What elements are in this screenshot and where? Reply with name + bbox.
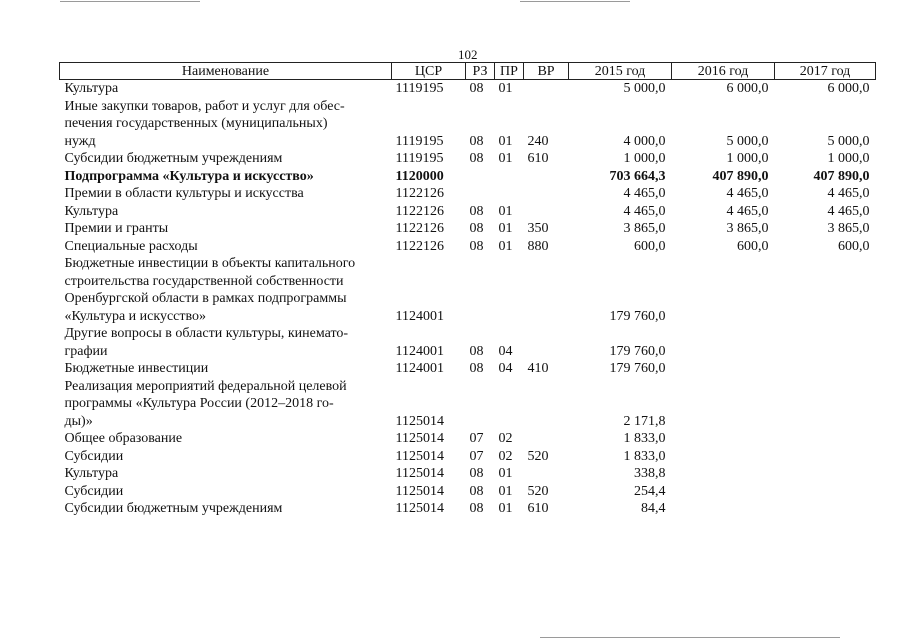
cell-rz: 08 <box>469 361 484 376</box>
header-rz: РЗ <box>466 63 495 80</box>
cell-name-line: Премии в области культуры и искусства <box>64 186 304 201</box>
cell-csr: 1124001 <box>395 343 444 359</box>
cell-name-line: Реализация мероприятий федеральной целевой <box>64 378 347 394</box>
table-row <box>60 360 876 378</box>
cell-2016 <box>672 360 775 378</box>
cell-csr: 1122126 <box>395 238 444 254</box>
cell-name-line: строительства государственной собственности <box>64 273 344 289</box>
cell-name <box>60 255 392 325</box>
cell-2016: 4 465,0 <box>726 186 769 201</box>
cell-vr <box>524 168 569 186</box>
cell-csr: 1124001 <box>395 361 444 376</box>
cell-vr <box>524 430 569 448</box>
header-pr: ПР <box>495 63 524 80</box>
cell-2017: 407 890,0 <box>813 168 870 184</box>
page-number: 102 <box>458 47 478 62</box>
header-2015: 2015 год <box>569 63 672 80</box>
cell-2015: 179 760,0 <box>609 343 666 359</box>
table-row <box>60 448 876 466</box>
cell-rz: 08 <box>469 221 484 236</box>
cell-rz: 07 <box>469 448 484 464</box>
cell-rz: 08 <box>469 501 484 516</box>
cell-2015: 254,4 <box>634 483 666 499</box>
cell-name-line: программы «Культура России (2012–2018 го- <box>64 396 334 411</box>
cell-name <box>60 360 392 378</box>
cell-csr: 1124001 <box>395 308 444 324</box>
cell-rz: 08 <box>469 466 484 481</box>
cell-rz: 08 <box>469 81 484 96</box>
cell-2017: 5 000,0 <box>827 133 870 149</box>
cell-2016 <box>672 255 775 325</box>
cell-rz <box>466 185 495 203</box>
cell-name <box>60 185 392 203</box>
table-row <box>60 430 876 448</box>
scan-artifact-top-right <box>520 1 630 2</box>
cell-vr: 410 <box>527 361 549 376</box>
cell-name <box>60 168 392 186</box>
cell-2016: 4 465,0 <box>726 203 769 219</box>
cell-2016: 3 865,0 <box>726 221 769 236</box>
cell-2016 <box>672 325 775 360</box>
cell-2016: 1 000,0 <box>726 151 769 166</box>
table-row <box>60 465 876 483</box>
cell-name <box>60 203 392 221</box>
cell-2015: 179 760,0 <box>609 361 666 376</box>
cell-rz: 08 <box>469 203 484 219</box>
cell-2015: 84,4 <box>641 501 666 516</box>
cell-vr: 610 <box>527 151 549 166</box>
cell-2017: 4 465,0 <box>827 186 870 201</box>
cell-vr <box>524 255 569 325</box>
cell-2015: 5 000,0 <box>623 81 666 96</box>
cell-pr: 04 <box>498 343 513 359</box>
cell-vr <box>524 465 569 483</box>
cell-pr: 01 <box>498 133 513 149</box>
cell-2016: 600,0 <box>737 238 769 254</box>
cell-rz <box>466 255 495 325</box>
cell-2017: 1 000,0 <box>827 151 870 166</box>
cell-rz: 08 <box>469 483 484 499</box>
cell-name-line: Иные закупки товаров, работ и услуг для обес- <box>64 98 345 114</box>
cell-rz: 08 <box>469 133 484 149</box>
cell-vr: 350 <box>527 221 549 236</box>
cell-csr: 1125014 <box>395 466 444 481</box>
cell-name <box>60 483 392 501</box>
cell-name-line: Общее образование <box>64 431 183 446</box>
cell-2017: 3 865,0 <box>827 221 870 236</box>
cell-name-line: Субсидии бюджетным учреждениям <box>64 501 283 516</box>
cell-2015: 1 000,0 <box>623 151 666 166</box>
header-2016: 2016 год <box>672 63 775 80</box>
cell-2016 <box>672 500 775 518</box>
table-row <box>60 500 876 518</box>
cell-2015: 2 171,8 <box>623 413 666 429</box>
cell-pr: 01 <box>498 238 513 254</box>
table-row <box>60 255 876 325</box>
cell-2016: 5 000,0 <box>726 133 769 149</box>
cell-name-line: Другие вопросы в области культуры, кинемато- <box>64 326 349 341</box>
cell-2017 <box>775 255 876 325</box>
table-row <box>60 168 876 186</box>
cell-csr: 1125014 <box>395 448 444 464</box>
header-vr: ВР <box>524 63 569 80</box>
table-row <box>60 203 876 221</box>
cell-pr <box>495 255 524 325</box>
cell-pr: 01 <box>498 151 513 166</box>
cell-vr: 240 <box>527 133 549 149</box>
cell-name-line: Специальные расходы <box>64 238 198 254</box>
cell-name-line: Субсидии бюджетным учреждениям <box>64 151 283 166</box>
cell-name <box>60 325 392 360</box>
cell-2015: 4 465,0 <box>623 203 666 219</box>
cell-vr: 610 <box>527 501 549 516</box>
table-row <box>60 483 876 501</box>
cell-pr: 01 <box>498 221 513 236</box>
cell-2015: 4 465,0 <box>623 186 666 201</box>
cell-name-line: печения государственных (муниципальных) <box>64 116 328 131</box>
cell-name <box>60 80 392 98</box>
cell-vr <box>524 203 569 221</box>
scan-artifact-top-left <box>60 1 200 2</box>
cell-2017 <box>775 360 876 378</box>
cell-2015: 4 000,0 <box>623 133 666 149</box>
cell-vr <box>524 378 569 431</box>
cell-2015: 179 760,0 <box>609 308 666 324</box>
table-row <box>60 378 876 431</box>
cell-vr <box>524 325 569 360</box>
cell-2016 <box>672 483 775 501</box>
cell-vr: 520 <box>527 483 549 499</box>
cell-2017 <box>775 325 876 360</box>
cell-csr: 1125014 <box>395 501 444 516</box>
cell-2015: 1 833,0 <box>623 448 666 464</box>
table-body <box>60 80 876 518</box>
cell-name-line: ды)» <box>64 413 93 429</box>
cell-pr <box>495 168 524 186</box>
cell-csr: 1125014 <box>395 413 444 429</box>
table-header-row <box>60 63 876 80</box>
cell-pr: 04 <box>498 361 513 376</box>
cell-name-line: нужд <box>64 133 96 149</box>
cell-pr: 02 <box>498 448 513 464</box>
cell-pr: 01 <box>498 81 513 96</box>
cell-2017 <box>775 378 876 431</box>
cell-name-line: Премии и гранты <box>64 221 169 236</box>
cell-csr: 1120000 <box>395 168 444 184</box>
cell-pr <box>495 378 524 431</box>
cell-name <box>60 465 392 483</box>
table-row <box>60 220 876 238</box>
cell-2016 <box>672 448 775 466</box>
header-name: Наименование <box>60 63 392 80</box>
cell-pr: 01 <box>498 483 513 499</box>
table-row <box>60 185 876 203</box>
cell-rz <box>466 168 495 186</box>
cell-name <box>60 238 392 256</box>
cell-csr: 1122126 <box>395 221 444 236</box>
cell-csr: 1119195 <box>395 81 444 96</box>
header-2017: 2017 год <box>775 63 876 80</box>
cell-2017 <box>775 430 876 448</box>
header-csr: ЦСР <box>392 63 466 80</box>
cell-name-line: Культура <box>64 203 119 219</box>
cell-name-line: Субсидии <box>64 448 124 464</box>
cell-2015: 338,8 <box>634 466 666 481</box>
cell-csr: 1125014 <box>395 483 444 499</box>
cell-2017 <box>775 448 876 466</box>
cell-rz: 08 <box>469 238 484 254</box>
cell-name-line: Бюджетные инвестиции <box>64 361 209 376</box>
cell-name-line: Культура <box>64 466 119 481</box>
scan-artifact-bottom <box>540 637 840 638</box>
cell-pr <box>495 185 524 203</box>
cell-2015: 1 833,0 <box>623 431 666 446</box>
cell-2016 <box>672 465 775 483</box>
cell-name-line: Подпрограмма «Культура и искусство» <box>64 168 314 184</box>
cell-vr <box>524 80 569 98</box>
table-row <box>60 325 876 360</box>
cell-rz: 08 <box>469 151 484 166</box>
table-row <box>60 80 876 98</box>
cell-vr <box>524 185 569 203</box>
cell-2016 <box>672 378 775 431</box>
table-row <box>60 98 876 151</box>
cell-name-line: «Культура и искусство» <box>64 308 207 324</box>
cell-pr: 02 <box>498 431 513 446</box>
cell-name <box>60 220 392 238</box>
cell-csr: 1119195 <box>395 151 444 166</box>
cell-name-line: Культура <box>64 81 119 96</box>
cell-2017: 4 465,0 <box>827 203 870 219</box>
cell-name <box>60 150 392 168</box>
cell-2016 <box>672 430 775 448</box>
cell-name-line: графии <box>64 343 108 359</box>
cell-rz: 08 <box>469 343 484 359</box>
cell-2017: 600,0 <box>838 238 870 254</box>
cell-csr: 1122126 <box>395 203 444 219</box>
cell-pr: 01 <box>498 501 513 516</box>
cell-2016: 6 000,0 <box>726 81 769 96</box>
cell-2017 <box>775 483 876 501</box>
cell-name-line: Субсидии <box>64 483 124 499</box>
cell-2017 <box>775 500 876 518</box>
cell-csr: 1122126 <box>395 186 444 201</box>
cell-rz: 07 <box>469 431 484 446</box>
cell-csr: 1119195 <box>395 133 444 149</box>
cell-2015: 3 865,0 <box>623 221 666 236</box>
cell-name <box>60 378 392 431</box>
cell-name <box>60 98 392 151</box>
cell-2015: 703 664,3 <box>609 168 666 184</box>
budget-table <box>59 62 876 518</box>
cell-pr: 01 <box>498 203 513 219</box>
cell-csr: 1125014 <box>395 431 444 446</box>
cell-name <box>60 448 392 466</box>
cell-2016: 407 890,0 <box>712 168 769 184</box>
cell-2015: 600,0 <box>634 238 666 254</box>
cell-name <box>60 500 392 518</box>
cell-2017 <box>775 465 876 483</box>
cell-pr: 01 <box>498 466 513 481</box>
cell-rz <box>466 378 495 431</box>
cell-name-line: Бюджетные инвестиции в объекты капитального <box>64 256 356 271</box>
cell-2017: 6 000,0 <box>827 81 870 96</box>
cell-name <box>60 430 392 448</box>
table-row <box>60 150 876 168</box>
cell-name-line: Оренбургской области в рамках подпрограммы <box>64 291 347 306</box>
cell-vr: 880 <box>527 238 549 254</box>
table-row <box>60 238 876 256</box>
cell-vr: 520 <box>527 448 549 464</box>
